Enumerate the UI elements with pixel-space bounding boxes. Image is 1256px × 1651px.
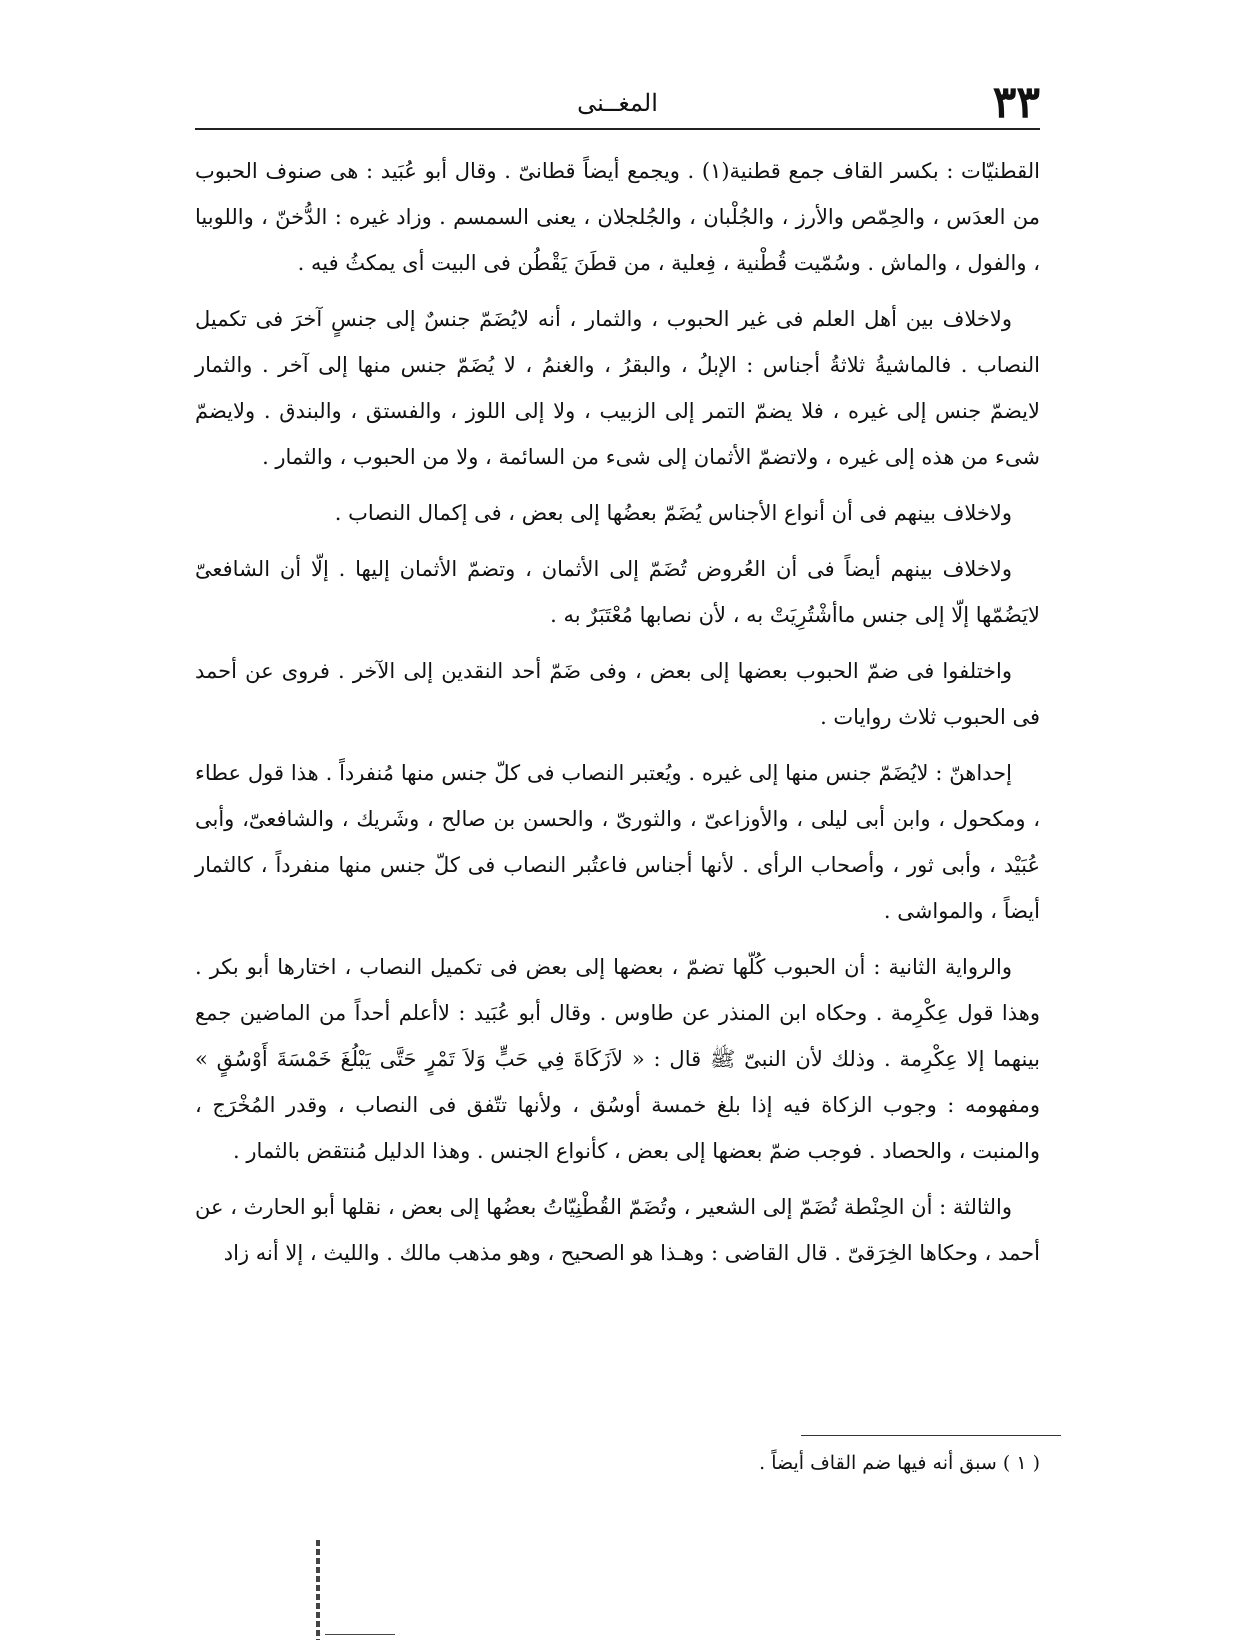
paragraph-4: ولاخلاف بينهم أيضاً فى أن العُروض تُضَمّ إلى الأثمان ، وتضمّ الأثمان إليها . إلّا أن الشافعىّ لايَضُمّها إلّا إلى جنس ماأشْتُرِيَتْ به ، لأن نصابها مُعْتَبَرٌ به . — [195, 557, 1040, 627]
footnote-rule — [801, 1435, 1061, 1436]
paragraph-6: إحداهنّ : لايُضَمّ جنس منها إلى غيره . ويُعتبر النصاب فى كلّ جنس منها مُنفرداً . هذا قول عطاء ، ومكحول ، وابن أبى ليلى ، والأوزاعىّ ، والثورىّ ، والحسن بن صالح ، وشَريك ، والشافعىّ، وأبى عُبَيْد ، وأبى ثور ، وأصحاب الرأى . لأنها أجناس فاعتُبر النصاب فى كلّ جنس منها منفرداً ، كالثمار أيضاً ، والمواشى . — [195, 761, 1040, 923]
bottom-rule — [325, 1634, 395, 1635]
page-header — [195, 78, 1040, 128]
footnote: ( ١ ) سبق أنه فيها ضم القاف أيضاً . — [759, 1452, 1040, 1474]
running-title: المغــنى — [577, 89, 658, 117]
paragraph-5: واختلفوا فى ضمّ الحبوب بعضها إلى بعض ، وفى ضَمّ أحد النقدين إلى الآخر . فروى عن أحمد فى الحبوب ثلاث روايات . — [195, 659, 1040, 729]
page-number: ٣٣ — [992, 77, 1040, 128]
header-rule — [195, 128, 1040, 130]
paragraph-8: والثالثة : أن الحِنْطة تُضَمّ إلى الشعير ، وتُضَمّ القُطْنِيّاتُ بعضُها إلى بعض ، نقلها أبو الحارث ، عن أحمد ، وحكاها الخِرَقىّ . قال القاضى : وهـذا هو الصحيح ، وهو مذهب مالك . والليث ، إلا أنه زاد — [195, 1195, 1040, 1265]
paragraph-2: ولاخلاف بين أهل العلم فى غير الحبوب ، والثمار ، أنه لايُضَمّ جنسٌ إلى جنسٍ آخرَ فى تكميل النصاب . فالماشيةُ ثلاثةُ أجناس : الإبلُ ، والبقرُ ، والغنمُ ، لا يُضَمّ جنس منها إلى آخر . والثمار لايضمّ جنس إلى غيره ، فلا يضمّ التمر إلى الزبيب ، ولا إلى اللوز ، والفستق ، والبندق . ولايضمّ شىء من هذه إلى غيره ، ولاتضمّ الأثمان إلى شىء من السائمة ، ولا من الحبوب ، والثمار . — [195, 307, 1040, 469]
paragraph-7: والرواية الثانية : أن الحبوب كُلّها تضمّ ، بعضها إلى بعض فى تكميل النصاب ، اختارها أبو بكر . وهذا قول عِكْرِمة . وحكاه ابن المنذر عن طاوس . وقال أبو عُبَيد : لاأعلم أحداً من الماضين جمع بينهما إلا عِكْرِمة . وذلك لأن النبىّ ﷺ قال : « لاَزَكَاةَ فِي حَبٍّ وَلاَ تَمْرٍ حَتَّى يَبْلُغَ خَمْسَةَ أَوْسُقٍ » ومفهومه : وجوب الزكاة فيه إذا بلغ خمسة أوسُق ، ولأنها تتّفق فى النصاب ، وقدر المُخْرَج ، والمنبت ، والحصاد . فوجب ضمّ بعضها إلى بعض ، كأنواع الجنس . وهذا الدليل مُنتقض بالثمار . — [195, 955, 1040, 1163]
main-text — [195, 148, 1040, 1286]
paragraph-3: ولاخلاف بينهم فى أن أنواع الأجناس يُضَمّ بعضُها إلى بعض ، فى إكمال النصاب . — [334, 501, 1012, 525]
binding-mark — [316, 1540, 320, 1640]
paragraph-1: القطنيّات : بكسر القاف جمع قطنية(١) . ويجمع أيضاً قطانىّ . وقال أبو عُبَيد : هى صنوف الحبوب من العدَس ، والحِمّص والأرز ، والجُلْبان ، والجُلجلان ، يعنى السمسم . وزاد غيره : الدُّخنّ ، واللوبيا ، والفول ، والماش . وسُمّيت قُطْنية ، فِعلية ، من قطَنَ يَقْطُن فى البيت أى يمكثُ فيه . — [195, 159, 1040, 275]
